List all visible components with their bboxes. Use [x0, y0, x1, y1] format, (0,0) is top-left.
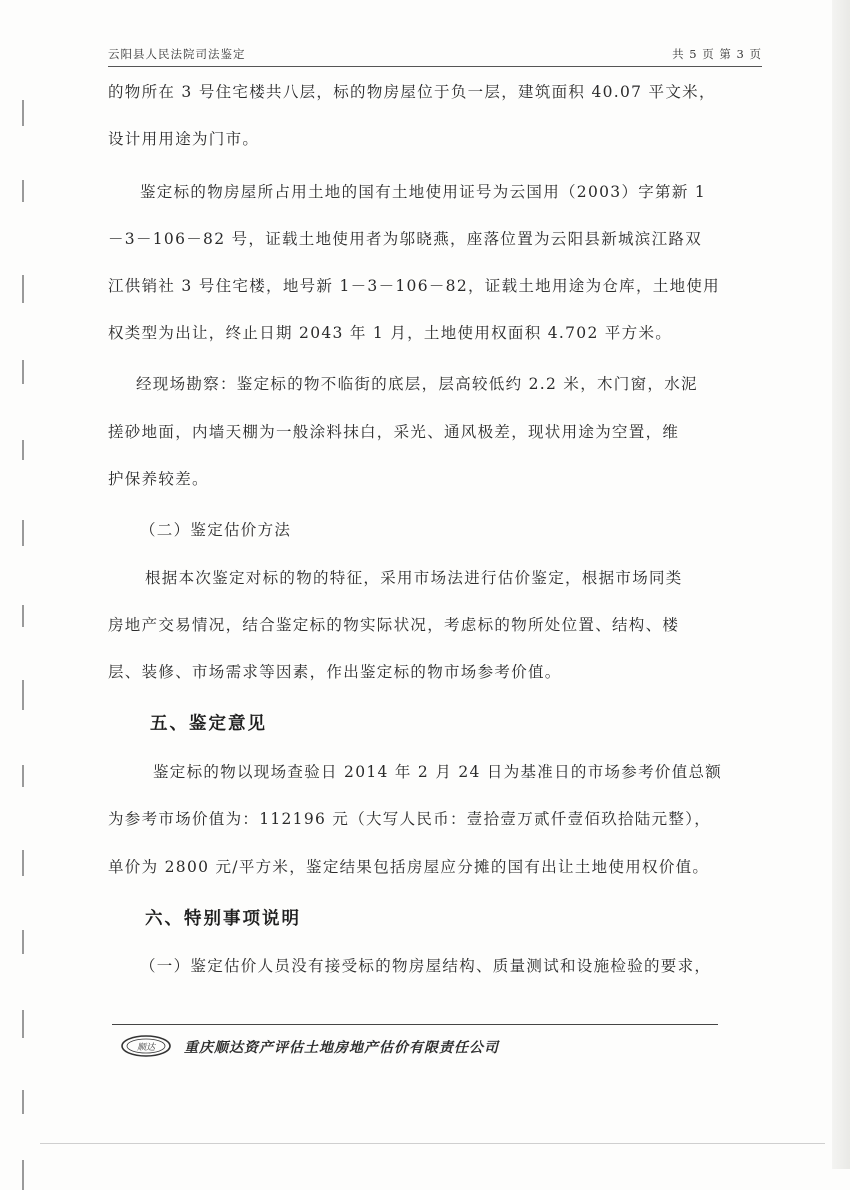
- paragraph-line: 的物所在 3 号住宅楼共八层，标的物房屋位于负一层，建筑面积 40.07 平文米，: [108, 83, 716, 101]
- header-org: 云阳县人民法院司法鉴定: [108, 47, 246, 61]
- paragraph-line: 根据本次鉴定对标的物的特征，采用市场法进行估价鉴定，根据市场同类: [145, 569, 683, 587]
- footer-rule: [112, 1024, 718, 1025]
- binding-marks: [22, 60, 28, 1160]
- paragraph-line: 为参考市场价值为：112196 元（大写人民币：壹拾壹万贰仟壹佰玖拾陆元整），: [108, 810, 712, 828]
- paragraph-line: 层、装修、市场需求等因素，作出鉴定标的物市场参考价值。: [108, 663, 562, 681]
- logo-text: 顺达: [136, 1043, 156, 1053]
- paragraph-line: 经现场勘察：鉴定标的物不临街的底层，层高较低约 2.2 米，木门窗，水泥: [136, 375, 698, 393]
- paragraph-line: 权类型为出让，终止日期 2043 年 1 月，土地使用权面积 4.702 平方米。: [108, 324, 673, 342]
- bottom-rule: [40, 1143, 825, 1144]
- paragraph-line: 鉴定标的物房屋所占用土地的国有土地使用证号为云国用（2003）字第新 1: [140, 183, 707, 201]
- paragraph-line: 江供销社 3 号住宅楼，地号新 1－3－106－82，证载土地用途为仓库，土地使用: [108, 277, 720, 295]
- paragraph-line: 房地产交易情况，结合鉴定标的物实际状况，考虑标的物所处位置、结构、楼: [108, 616, 680, 634]
- paragraph-line: 单价为 2800 元/平方米，鉴定结果包括房屋应分摊的国有出让土地使用权价值。: [108, 858, 710, 876]
- subsection-title: （二）鉴定估价方法: [140, 521, 292, 539]
- company-name: 重庆顺达资产评估土地房地产估价有限责任公司: [184, 1040, 499, 1056]
- page-header: [108, 44, 762, 67]
- company-logo-icon: [120, 1034, 172, 1058]
- paragraph-line: 鉴定标的物以现场查验日 2014 年 2 月 24 日为基准日的市场参考价值总额: [153, 763, 723, 781]
- paragraph-line: －3－106－82 号，证载土地使用者为邬晓燕，座落位置为云阳县新城滨江路双: [108, 230, 702, 248]
- page-number: 共 5 页 第 3 页: [672, 47, 762, 61]
- paragraph-line: 搓砂地面，内墙天棚为一般涂料抹白，采光、通风极差，现状用途为空置，维: [108, 423, 680, 441]
- paragraph-line: 设计用用途为门市。: [108, 130, 260, 148]
- paragraph-line: （一）鉴定估价人员没有接受标的物房屋结构、质量测试和设施检验的要求，: [140, 957, 712, 975]
- section-heading-6: 六、特别事项说明: [145, 909, 301, 929]
- section-heading-5: 五、鉴定意见: [150, 714, 267, 734]
- paragraph-line: 护保养较差。: [108, 470, 209, 488]
- scan-edge: [832, 0, 850, 1169]
